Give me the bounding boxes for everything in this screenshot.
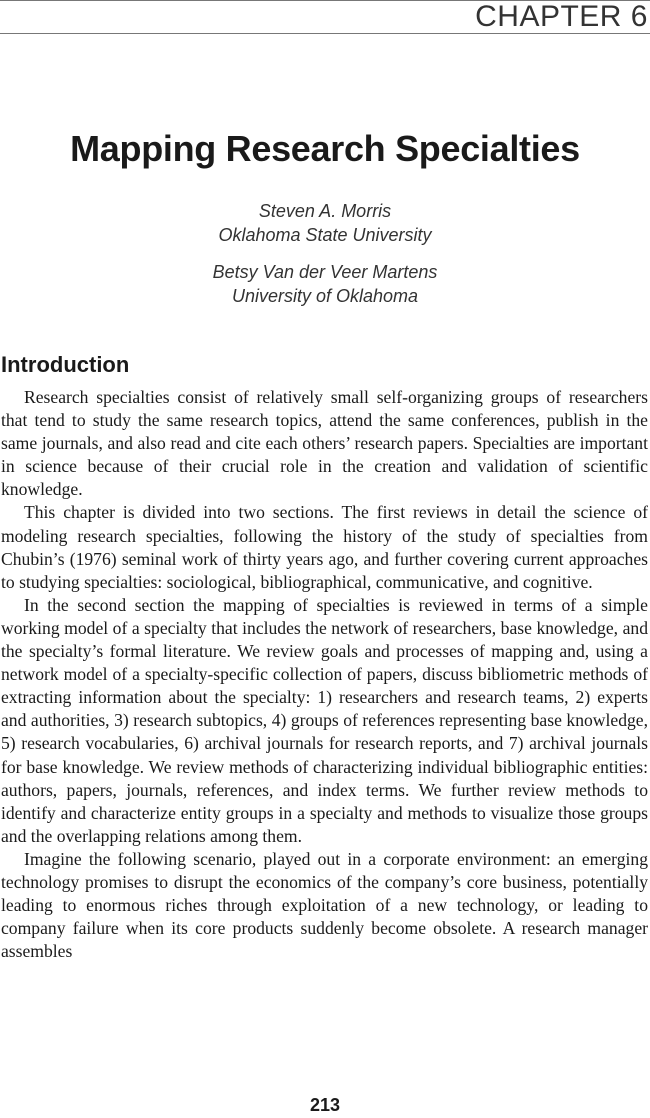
paragraph: Research specialties consist of relatively small self-organizing groups of researchers that tend to study the same research topics, attend the same conferences, publish in the same journals, and also read and cite each others’ research papers. Specialties are important in science because of their crucial role in the creation and validation of scientific knowledge. <box>1 387 648 500</box>
author-name: Steven A. Morris <box>258 201 392 221</box>
author-list <box>0 199 650 321</box>
paragraph: Imagine the following scenario, played out in a corporate environment: an emerging technology promises to disrupt the economics of the company’s core business, potentially leading to enormous riches through exploitation of a new technology, or leading to company failure when its core products suddenly become obsolete. A research manager assembles <box>1 848 648 962</box>
author-affiliation: University of Oklahoma <box>231 286 419 306</box>
chapter-label: CHAPTER 6 <box>475 0 648 33</box>
body-text <box>1 386 648 963</box>
author-name: Betsy Van der Veer Martens <box>212 262 438 282</box>
section-heading-introduction: Introduction <box>1 352 130 377</box>
chapter-rule <box>0 33 650 34</box>
paragraph: This chapter is divided into two sections. The first reviews in detail the science of modeling research specialties, following the history of the study of specialties from Chubin’s (1976) seminal work of thirty years ago, and further covering current approaches to studying specialties: sociological, bibliographical, communicative, and cognitive. <box>1 502 648 592</box>
author-block <box>0 199 650 247</box>
author-block <box>0 260 650 308</box>
chapter-title: Mapping Research Specialties <box>70 128 580 169</box>
paragraph: In the second section the mapping of specialties is reviewed in terms of a simple working model of a specialty that includes the network of researchers, base knowledge, and the specialty’s formal literature. We review goals and processes of mapping and, using a network model of a specialty-specific collection of papers, discuss bibliometric methods of extracting information about the specialty: 1) researchers and research teams, 2) experts and authorities, 3) research subtopics, 4) groups of references representing base knowledge, 5) research vocabularies, 6) archival journals for research reports, and 7) archival journals for base knowledge. We review methods of characterizing individual bibliographic entities: authors, papers, journals, references, and index terms. We further review methods to identify and characterize entity groups in a specialty and methods to visualize those groups and the overlapping relations among them. <box>1 594 648 846</box>
page-number: 213 <box>309 1095 341 1115</box>
author-affiliation: Oklahoma State University <box>218 225 432 245</box>
